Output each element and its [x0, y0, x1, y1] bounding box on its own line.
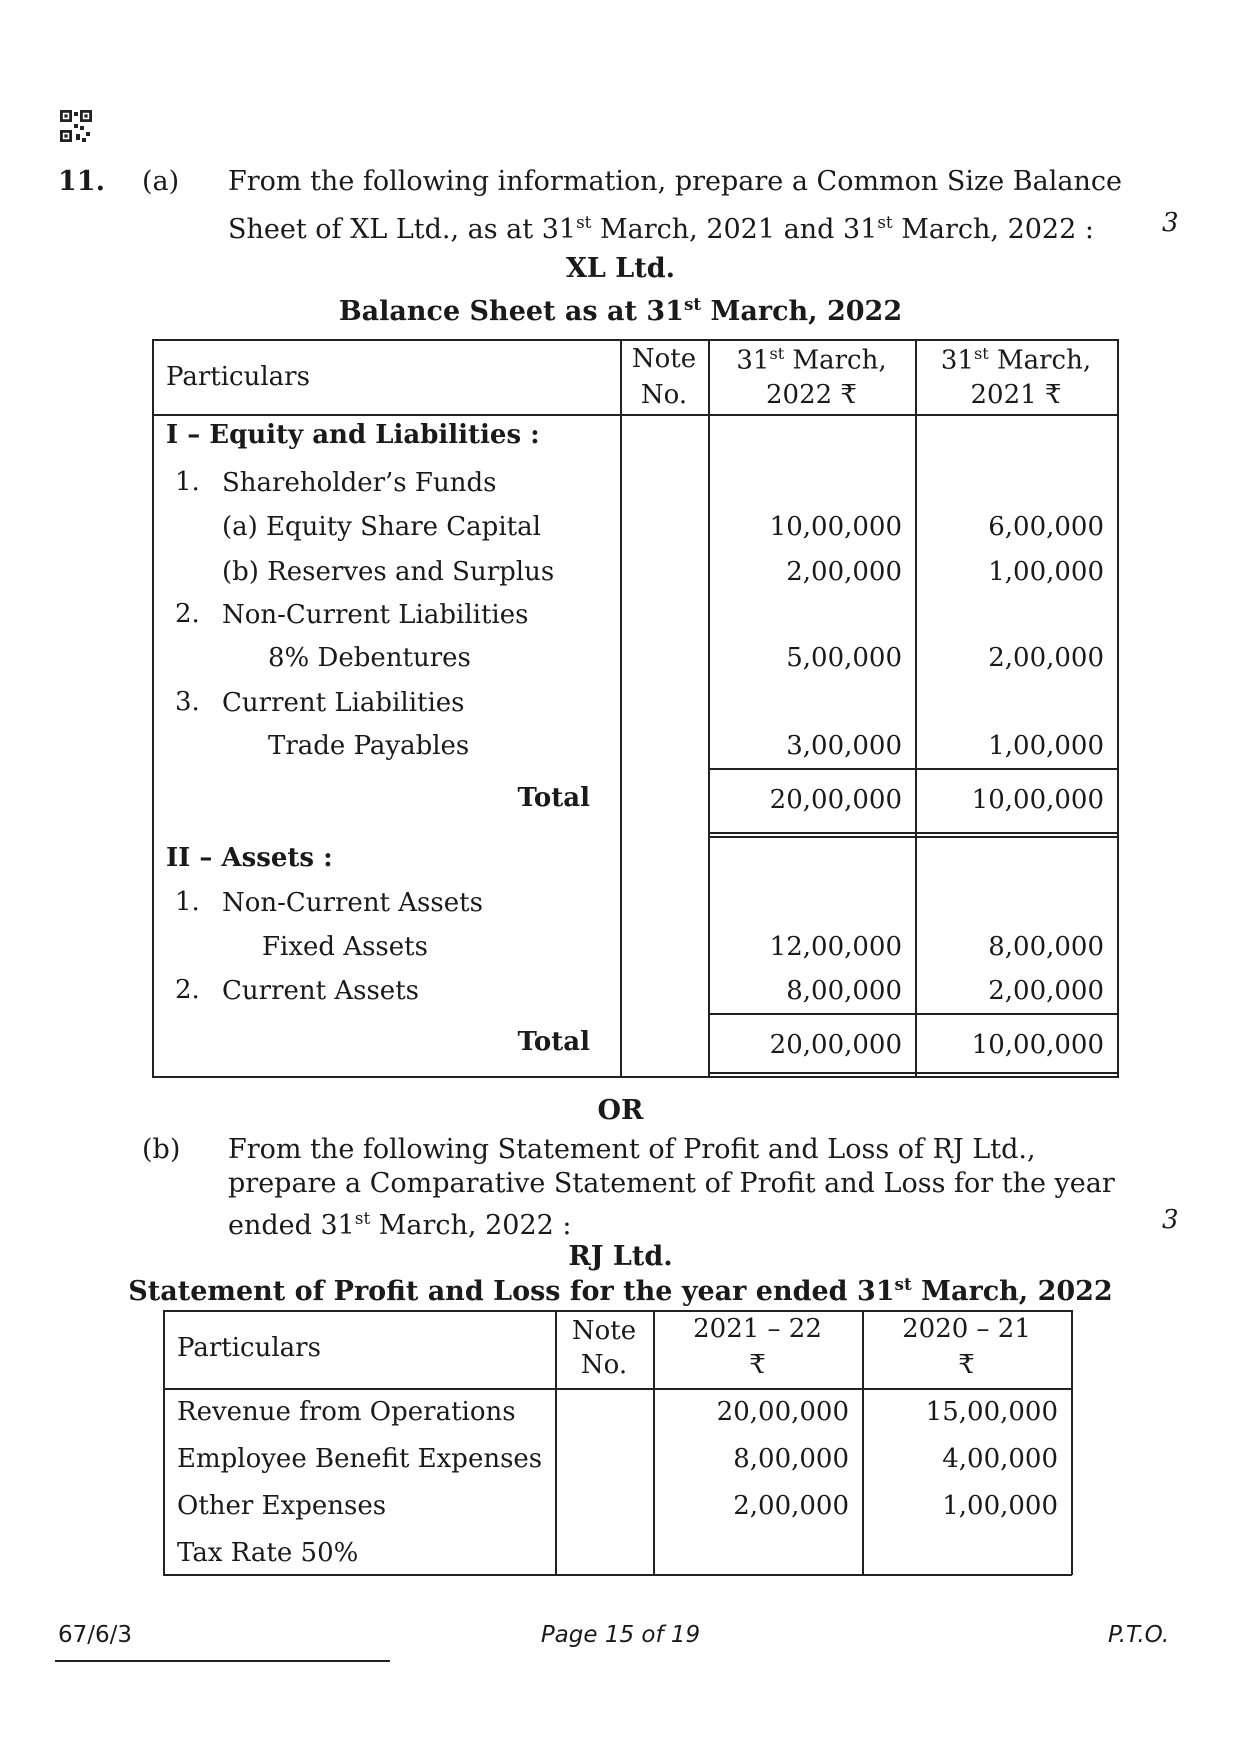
part-a-label: (a) [142, 166, 180, 197]
part-b-label: (b) [142, 1134, 181, 1165]
bs-item2a-2022: 5,00,000 [786, 643, 902, 673]
pl-row-label: Other Expenses [177, 1491, 387, 1521]
part-a-line2: Sheet of XL Ltd., as at 31st March, 2021 and 31st March, 2022 : [228, 212, 1094, 245]
part-a-line1: From the following information, prepare a Common Size Balance [228, 166, 1122, 197]
bs-header-particulars: Particulars [166, 362, 310, 392]
bs-item1a-2021: 6,00,000 [988, 512, 1104, 542]
bs-total2-label: Total [517, 1027, 590, 1057]
bs-total1-2022: 20,00,000 [769, 785, 902, 815]
part-b-line3: ended 31st March, 2022 : [228, 1208, 572, 1241]
pl-header-col1: 2021 – 22 [693, 1314, 822, 1344]
bs-asset2: Current Assets [222, 976, 419, 1006]
bs-item1a: (a) Equity Share Capital [222, 512, 541, 542]
pl-row-2021: 1,00,000 [942, 1491, 1058, 1521]
bs-item3a-2021: 1,00,000 [988, 731, 1104, 761]
pl-header-col1-rupee: ₹ [749, 1350, 766, 1380]
bs-total1-2021: 10,00,000 [971, 785, 1104, 815]
bs-item3: Current Liabilities [222, 688, 465, 718]
bs-header-col2: 31st March, [940, 344, 1092, 376]
bs-item2-num: 2. [175, 599, 200, 629]
pl-row-2022: 8,00,000 [733, 1444, 849, 1474]
bs-item3-num: 3. [175, 687, 200, 717]
footer-code: 67/6/3 [58, 1622, 133, 1648]
pl-row-2021: 4,00,000 [942, 1444, 1058, 1474]
or-divider: OR [597, 1095, 644, 1126]
pl-header-no: No. [580, 1350, 628, 1380]
bs-header-col2-year: 2021 ₹ [970, 380, 1062, 410]
qr-code-icon [60, 110, 92, 142]
bs-item2: Non-Current Liabilities [222, 600, 529, 630]
bs-item1b: (b) Reserves and Surplus [222, 557, 555, 587]
bs-asset1a: Fixed Assets [262, 932, 428, 962]
bs-asset1a-2021: 8,00,000 [988, 932, 1104, 962]
page-number: Page 15 of 19 [540, 1622, 701, 1648]
part-b-line2: prepare a Comparative Statement of Profit and Loss for the year [228, 1168, 1115, 1199]
bs-header-col1-year: 2022 ₹ [766, 380, 857, 410]
pl-header-col2: 2020 – 21 [902, 1314, 1031, 1344]
pl-company: RJ Ltd. [568, 1241, 673, 1272]
bs-header-no: No. [640, 380, 688, 410]
bs-item2a-2021: 2,00,000 [988, 643, 1104, 673]
pl-title: Statement of Profit and Loss for the year ended 31st March, 2022 [128, 1274, 1113, 1307]
pl-row-label: Revenue from Operations [177, 1397, 516, 1427]
bs-item1-num: 1. [175, 467, 200, 497]
bs-header-note: Note [631, 344, 697, 374]
bs-asset2-2021: 2,00,000 [988, 976, 1104, 1006]
bs-section-equity: I – Equity and Liabilities : [166, 420, 540, 450]
part-a-marks: 3 [1162, 208, 1179, 238]
pl-row-2021: 15,00,000 [925, 1397, 1058, 1427]
pl-header-col2-rupee: ₹ [958, 1350, 975, 1380]
bs-total2-2022: 20,00,000 [769, 1030, 902, 1060]
pl-header-note: Note [571, 1316, 637, 1346]
bs-item2a: 8% Debentures [268, 643, 471, 673]
bs-section-assets: II – Assets : [166, 843, 333, 873]
bs-asset1-num: 1. [175, 887, 200, 917]
footer-rule [55, 1660, 390, 1662]
part-b-line1: From the following Statement of Profit and Loss of RJ Ltd., [228, 1134, 1036, 1165]
question-number: 11. [58, 166, 105, 197]
bs-item1a-2022: 10,00,000 [769, 512, 902, 542]
pl-header-particulars: Particulars [177, 1333, 321, 1363]
bs-item1b-2022: 2,00,000 [786, 557, 902, 587]
bs-item1: Shareholder’s Funds [222, 468, 497, 498]
pl-row-2022: 2,00,000 [733, 1491, 849, 1521]
bs-total1-label: Total [517, 783, 590, 813]
bs-asset1a-2022: 12,00,000 [769, 932, 902, 962]
bs-total2-2021: 10,00,000 [971, 1030, 1104, 1060]
bs-company: XL Ltd. [565, 253, 676, 284]
pl-row-2022: 20,00,000 [716, 1397, 849, 1427]
pto-label: P.T.O. [1108, 1622, 1170, 1648]
bs-item3a: Trade Payables [268, 731, 470, 761]
pl-row-label: Tax Rate 50% [177, 1538, 359, 1568]
bs-item1b-2021: 1,00,000 [988, 557, 1104, 587]
bs-header-col1: 31st March, [736, 344, 887, 376]
bs-item3a-2022: 3,00,000 [786, 731, 902, 761]
pl-row-label: Employee Benefit Expenses [177, 1444, 543, 1474]
bs-title: Balance Sheet as at 31st March, 2022 [338, 294, 903, 327]
bs-asset2-num: 2. [175, 975, 200, 1005]
bs-asset1: Non-Current Assets [222, 888, 483, 918]
bs-asset2-2022: 8,00,000 [786, 976, 902, 1006]
part-b-marks: 3 [1162, 1205, 1179, 1235]
